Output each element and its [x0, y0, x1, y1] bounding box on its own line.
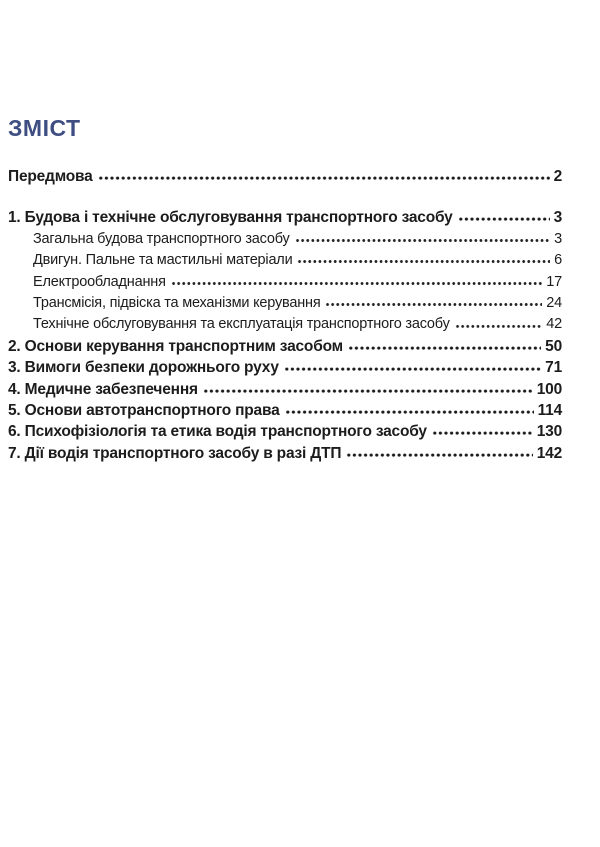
page-number: 6 — [554, 252, 562, 269]
toc-entry-section-1-5 — [8, 314, 562, 335]
dot-leader — [458, 217, 550, 222]
entry-label: 7. Дії водія транспортного засобу в разі ДТП — [8, 444, 342, 462]
entry-label: 4. Медичне забезпечення — [8, 380, 198, 398]
dot-leader — [297, 259, 550, 264]
dot-leader — [203, 389, 533, 394]
toc-entry-foreword — [8, 166, 562, 187]
entry-label: 6. Психофізіологія та етика водія транспортного засобу — [8, 423, 427, 441]
toc-entry-chapter-7 — [8, 443, 562, 464]
entry-label: 1. Будова і технічне обслуговування транспортного засобу — [8, 209, 453, 227]
dot-leader — [284, 367, 541, 372]
page-number: 17 — [546, 273, 562, 290]
toc-entry-section-1-3 — [8, 272, 562, 293]
entry-label: 2. Основи керування транспортним засобом — [8, 337, 343, 355]
dot-leader — [98, 176, 550, 181]
page-number: 42 — [546, 316, 562, 333]
page-title: Зміст — [8, 106, 81, 143]
entry-label: Передмова — [8, 168, 93, 185]
dot-leader — [346, 453, 532, 458]
page-number: 3 — [554, 230, 562, 247]
entry-label: Загальна будова транспортного засобу — [33, 230, 290, 247]
toc-entry-section-1-4 — [8, 293, 562, 314]
toc-entry-section-1-1 — [8, 229, 562, 250]
toc-entry-chapter-1 — [8, 207, 562, 228]
toc-entry-chapter-2 — [8, 336, 562, 357]
dot-leader — [432, 431, 533, 436]
entry-label: Електрообладнання — [33, 273, 166, 290]
dot-leader — [295, 238, 551, 243]
page-number: 100 — [536, 380, 562, 398]
toc-entry-section-1-2 — [8, 250, 562, 271]
entry-label: Технічне обслуговування та експлуатація транспортного засобу — [33, 316, 450, 333]
dot-leader — [455, 323, 543, 328]
dot-leader — [348, 346, 541, 351]
dot-leader — [171, 281, 543, 286]
entry-label: Трансмісія, підвіска та механізми керування — [33, 294, 321, 311]
entry-label: 3. Вимоги безпеки дорожнього руху — [8, 359, 279, 377]
dot-leader — [285, 410, 534, 415]
page-number: 114 — [537, 401, 562, 419]
page-number: 50 — [545, 337, 562, 355]
toc-entry-chapter-6 — [8, 421, 562, 442]
page-number: 142 — [536, 444, 562, 462]
toc-entry-chapter-4 — [8, 379, 562, 400]
entry-label: 5. Основи автотранспортного права — [8, 401, 280, 419]
page-number: 3 — [553, 209, 562, 227]
toc-list — [8, 166, 562, 464]
page-number: 2 — [553, 168, 562, 185]
page-number: 71 — [545, 359, 562, 377]
toc-entry-chapter-3 — [8, 357, 562, 378]
page-number: 130 — [536, 423, 562, 441]
page-number: 24 — [546, 294, 562, 311]
toc-entry-chapter-5 — [8, 400, 562, 421]
entry-label: Двигун. Пальне та мастильні матеріали — [33, 252, 293, 269]
dot-leader — [325, 302, 542, 307]
